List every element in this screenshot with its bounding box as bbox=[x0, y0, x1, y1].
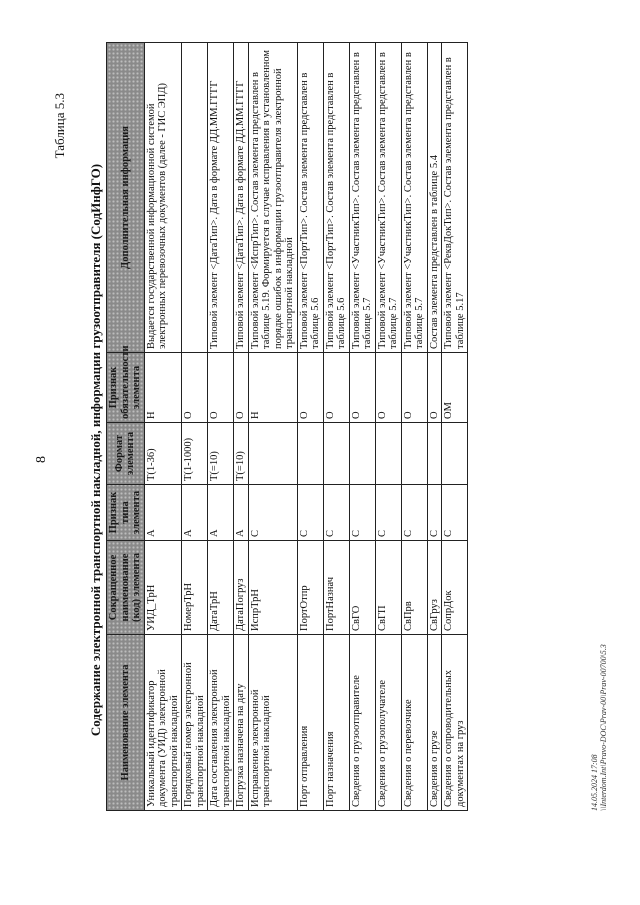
cell-type: С bbox=[248, 485, 297, 541]
cell-required: Н bbox=[144, 353, 182, 423]
cell-required: О bbox=[182, 353, 208, 423]
table-title: Содержание электронной транспортной накладной, информации грузоотправителя (СодИнфГО) bbox=[88, 163, 103, 737]
cell-info: Типовой элемент <ДатаТип>. Дата в формате ДД.ММ.ГГГГ bbox=[234, 43, 249, 353]
cell-abbreviation: СвГруз bbox=[427, 541, 442, 635]
cell-type: А bbox=[144, 485, 182, 541]
table-header-row bbox=[107, 43, 145, 811]
cell-required: О bbox=[297, 353, 323, 423]
cell-format bbox=[442, 423, 468, 485]
cell-abbreviation: УИД_ТрН bbox=[144, 541, 182, 635]
stamp-path: \\Interdom.Int\Pravo-DOC\Prav-00\Prav-00700\5.3 bbox=[599, 644, 608, 811]
cell-format bbox=[427, 423, 442, 485]
cell-format: Т(=10) bbox=[208, 423, 234, 485]
cell-abbreviation: СопрДок bbox=[442, 541, 468, 635]
cell-element-name: Сведения о грузоотправителе bbox=[349, 635, 375, 811]
cell-format: Т(1-36) bbox=[144, 423, 182, 485]
cell-type: А bbox=[182, 485, 208, 541]
table-row bbox=[234, 43, 249, 811]
table-row bbox=[182, 43, 208, 811]
header-abbr: Сокращенное наименование (код) элемента bbox=[107, 541, 145, 635]
table-caption: Таблица 5.3 bbox=[52, 93, 67, 159]
cell-element-name: Порядковый номер электронной транспортной накладной bbox=[182, 635, 208, 811]
table-row bbox=[442, 43, 468, 811]
cell-abbreviation: ПортОтпр bbox=[297, 541, 323, 635]
table-row bbox=[208, 43, 234, 811]
page-number: 8 bbox=[34, 456, 49, 463]
cell-info: Типовой элемент <ПортТип>. Состав элемента представлен в таблице 5.6 bbox=[297, 43, 323, 353]
stamp-date: 14.05.2024 17:08 bbox=[590, 754, 599, 811]
cell-info: Типовой элемент <ИспрТип>. Состав элемента представлен в таблице 5.19. Формируется в случае исправления в установленном порядке ошибок в информации грузоотправителя электронной транспортной накладной bbox=[248, 43, 297, 353]
cell-element-name: Дата составления электронной транспортной накладной bbox=[208, 635, 234, 811]
table-row bbox=[349, 43, 375, 811]
cell-format bbox=[349, 423, 375, 485]
cell-element-name: Порт назначения bbox=[323, 635, 349, 811]
cell-format bbox=[401, 423, 427, 485]
cell-required: О bbox=[401, 353, 427, 423]
cell-format: Т(1-1000) bbox=[182, 423, 208, 485]
cell-abbreviation: ПортНазнач bbox=[323, 541, 349, 635]
cell-info bbox=[182, 43, 208, 353]
cell-format bbox=[323, 423, 349, 485]
cell-abbreviation: СвГО bbox=[349, 541, 375, 635]
cell-element-name: Сведения о сопроводительных документах на груз bbox=[442, 635, 468, 811]
cell-info: Типовой элемент <УчастникТип>. Состав элемента представлен в таблице 5.7 bbox=[375, 43, 401, 353]
table-row bbox=[144, 43, 182, 811]
cell-required: О bbox=[234, 353, 249, 423]
cell-required: О bbox=[427, 353, 442, 423]
header-required: Признак обязательности элемента bbox=[107, 353, 145, 423]
element-table bbox=[106, 42, 468, 811]
table-row bbox=[375, 43, 401, 811]
cell-element-name: Порт отправления bbox=[297, 635, 323, 811]
cell-info: Типовой элемент <ДатаТип>. Дата в формате ДД.ММ.ГГГГ bbox=[208, 43, 234, 353]
cell-abbreviation: СвГП bbox=[375, 541, 401, 635]
cell-info: Типовой элемент <УчастникТип>. Состав элемента представлен в таблице 5.7 bbox=[401, 43, 427, 353]
cell-format bbox=[297, 423, 323, 485]
cell-type: С bbox=[323, 485, 349, 541]
table-row bbox=[297, 43, 323, 811]
cell-type: С bbox=[349, 485, 375, 541]
cell-format: Т(=10) bbox=[234, 423, 249, 485]
table-row bbox=[323, 43, 349, 811]
file-stamp bbox=[590, 644, 608, 811]
cell-info: Типовой элемент <РеквДокТип>. Состав элемента представлен в таблице 5.17 bbox=[442, 43, 468, 353]
cell-required: О bbox=[323, 353, 349, 423]
table-row bbox=[248, 43, 297, 811]
cell-element-name: Сведения о перевозчике bbox=[401, 635, 427, 811]
cell-element-name: Погрузка назначена на дату bbox=[234, 635, 249, 811]
cell-abbreviation: СвПрв bbox=[401, 541, 427, 635]
cell-abbreviation: ИспрТрН bbox=[248, 541, 297, 635]
header-type: Признак типа элемента bbox=[107, 485, 145, 541]
cell-required: О bbox=[375, 353, 401, 423]
cell-element-name: Сведения о грузополучателе bbox=[375, 635, 401, 811]
cell-required: О bbox=[349, 353, 375, 423]
cell-info: Типовой элемент <УчастникТип>. Состав элемента представлен в таблице 5.7 bbox=[349, 43, 375, 353]
cell-required: Н bbox=[248, 353, 297, 423]
cell-element-name: Сведения о грузе bbox=[427, 635, 442, 811]
cell-info: Состав элемента представлен в таблице 5.4 bbox=[427, 43, 442, 353]
cell-type: С bbox=[297, 485, 323, 541]
cell-type: А bbox=[234, 485, 249, 541]
cell-required: О bbox=[208, 353, 234, 423]
table-row bbox=[401, 43, 427, 811]
cell-type: С bbox=[427, 485, 442, 541]
table-row bbox=[427, 43, 442, 811]
cell-required: ОМ bbox=[442, 353, 468, 423]
cell-format bbox=[375, 423, 401, 485]
cell-type: С bbox=[442, 485, 468, 541]
header-name: Наименование элемента bbox=[107, 635, 145, 811]
cell-element-name: Уникальный идентификатор документа (УИД) электронной транспортной накладной bbox=[144, 635, 182, 811]
cell-type: А bbox=[208, 485, 234, 541]
cell-info: Выдается государственной информационной системой электронных перевозочных документов (далее - ГИС ЭПД) bbox=[144, 43, 182, 353]
cell-abbreviation: ДатаПогруз bbox=[234, 541, 249, 635]
cell-type: С bbox=[375, 485, 401, 541]
header-info: Дополнительная информация bbox=[107, 43, 145, 353]
cell-format bbox=[248, 423, 297, 485]
cell-abbreviation: НомерТрН bbox=[182, 541, 208, 635]
cell-info: Типовой элемент <ПортТип>. Состав элемента представлен в таблице 5.6 bbox=[323, 43, 349, 353]
cell-type: С bbox=[401, 485, 427, 541]
cell-abbreviation: ДатаТрН bbox=[208, 541, 234, 635]
header-format: Формат элемента bbox=[107, 423, 145, 485]
cell-element-name: Исправление электронной транспортной накладной bbox=[248, 635, 297, 811]
